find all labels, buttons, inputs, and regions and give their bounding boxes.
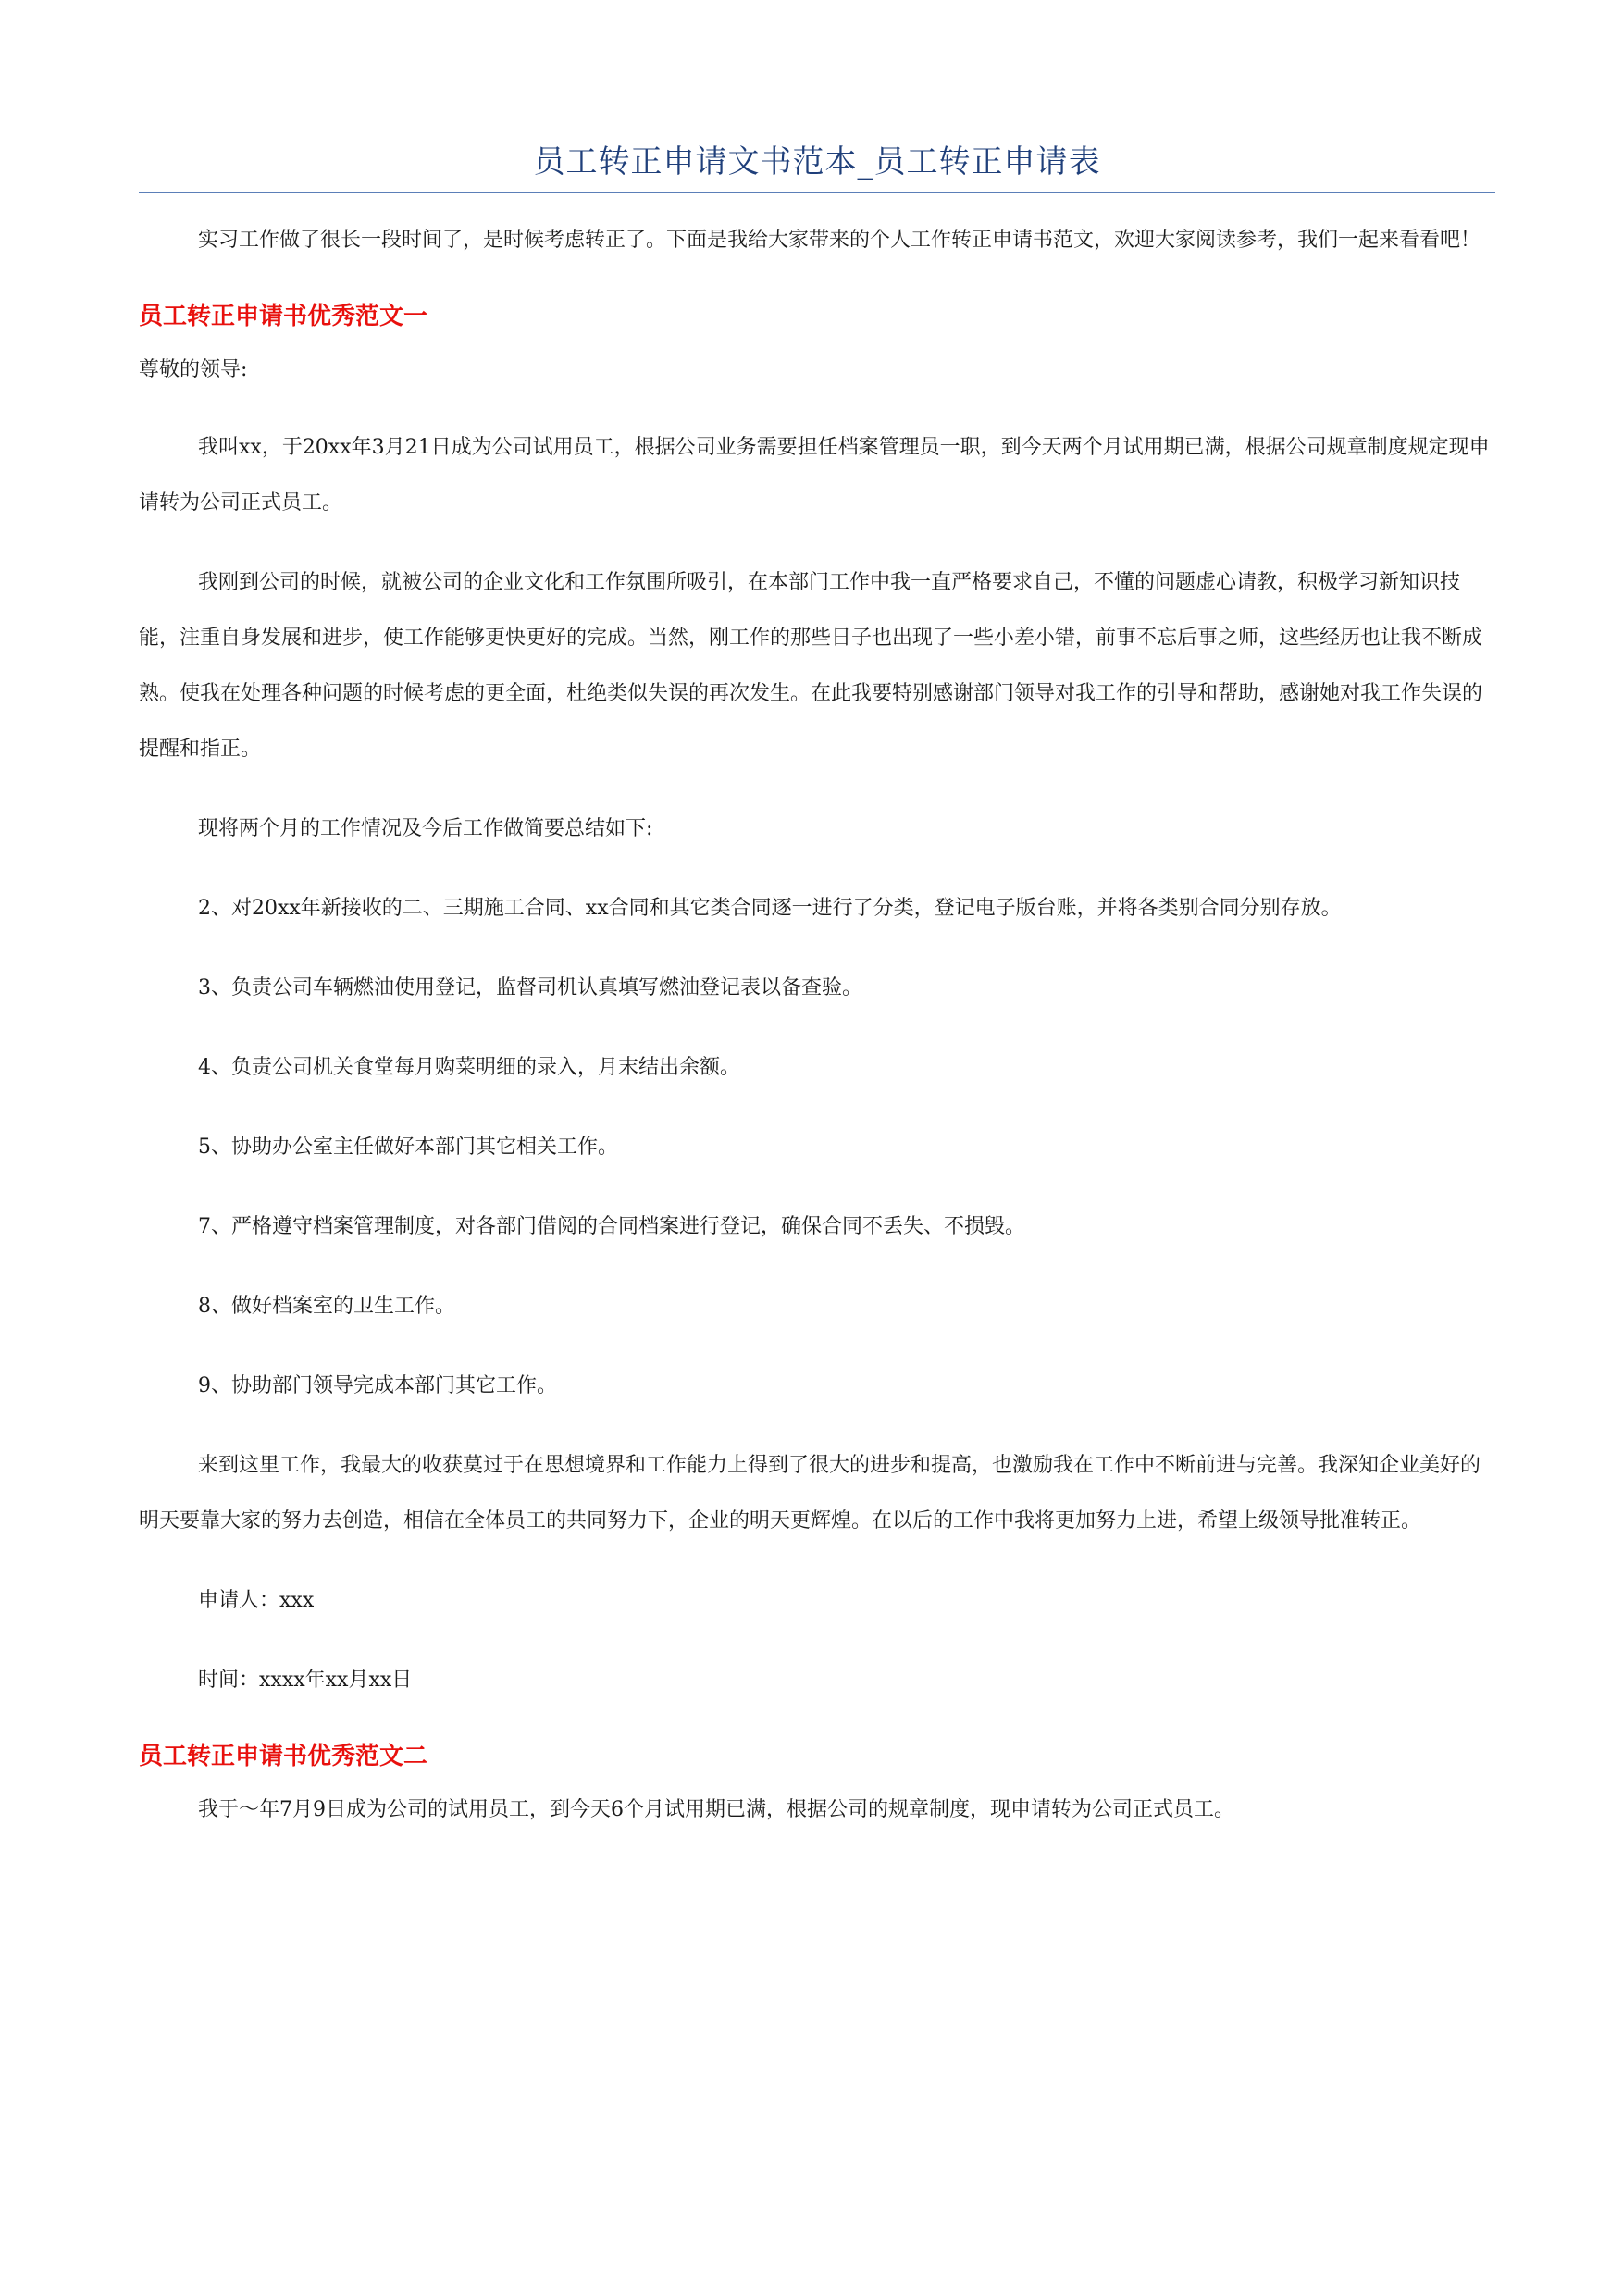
section-1-heading: 员工转正申请书优秀范文一 (139, 303, 428, 330)
list-item: 9、协助部门领导完成本部门其它工作。 (198, 1374, 557, 1397)
title-divider (139, 192, 1495, 193)
list-item: 4、负责公司机关食堂每月购菜明细的录入，月末结出余额。 (198, 1056, 740, 1079)
intro-paragraph: 实习工作做了很长一段时间了，是时候考虑转正了。下面是我给大家带来的个人工作转正申请书范文，欢迎大家阅读参考，我们一起来看看吧！ (198, 229, 1481, 252)
document-title: 员工转正申请文书范本_员工转正申请表 (533, 143, 1101, 180)
date-line: 时间：xxxx年xx月xx日 (198, 1669, 413, 1692)
paragraph: 现将两个月的工作情况及今后工作做简要总结如下: (198, 817, 653, 840)
list-item: 8、做好档案室的卫生工作。 (198, 1295, 455, 1318)
section-2-heading: 员工转正申请书优秀范文二 (139, 1743, 428, 1770)
paragraph: 我叫xx，于20xx年3月21日成为公司试用员工，根据公司业务需要担任档案管理员一职，到今天两个月试用期已满，根据公司规章制度规定现申请转为公司正式员工。 (139, 436, 1490, 515)
list-item: 7、严格遵守档案管理制度，对各部门借阅的合同档案进行登记，确保合同不丢失、不损毁。 (198, 1215, 1026, 1238)
applicant-line: 申请人：xxx (198, 1589, 315, 1612)
salutation: 尊敬的领导: (139, 358, 248, 381)
list-item: 5、协助办公室主任做好本部门其它相关工作。 (198, 1136, 618, 1159)
list-item: 3、负责公司车辆燃油使用登记，监督司机认真填写燃油登记表以备查验。 (198, 976, 862, 999)
list-item: 2、对20xx年新接收的二、三期施工合同、xx合同和其它类合同逐一进行了分类，登记电子版台账，并将各类别合同分别存放。 (198, 897, 1342, 920)
paragraph: 我于～年7月9日成为公司的试用员工，到今天6个月试用期已满，根据公司的规章制度，现申请转为公司正式员工。 (198, 1798, 1234, 1821)
paragraph: 我刚到公司的时候，就被公司的企业文化和工作氛围所吸引，在本部门工作中我一直严格要求自己，不懂的问题虚心请教，积极学习新知识技能，注重自身发展和进步，使工作能够更快更好的完成。当然，刚工作的那些日子也出现了一些小差小错，前事不忘后事之师，这些经历也让我不断成熟。使我在处理各种问题的时候考虑的更全面，杜绝类似失误的再次发生。在此我要特别感谢部门领导对我工作的引导和帮助，感谢她对我工作失误的提醒和指正。 (139, 571, 1483, 761)
closing-paragraph: 来到这里工作，我最大的收获莫过于在思想境界和工作能力上得到了很大的进步和提高，也激励我在工作中不断前进与完善。我深知企业美好的明天要靠大家的努力去创造，相信在全体员工的共同努力下，企业的明天更辉煌。在以后的工作中我将更加努力上进，希望上级领导批准转正。 (139, 1454, 1481, 1533)
document-body (139, 213, 1495, 1838)
